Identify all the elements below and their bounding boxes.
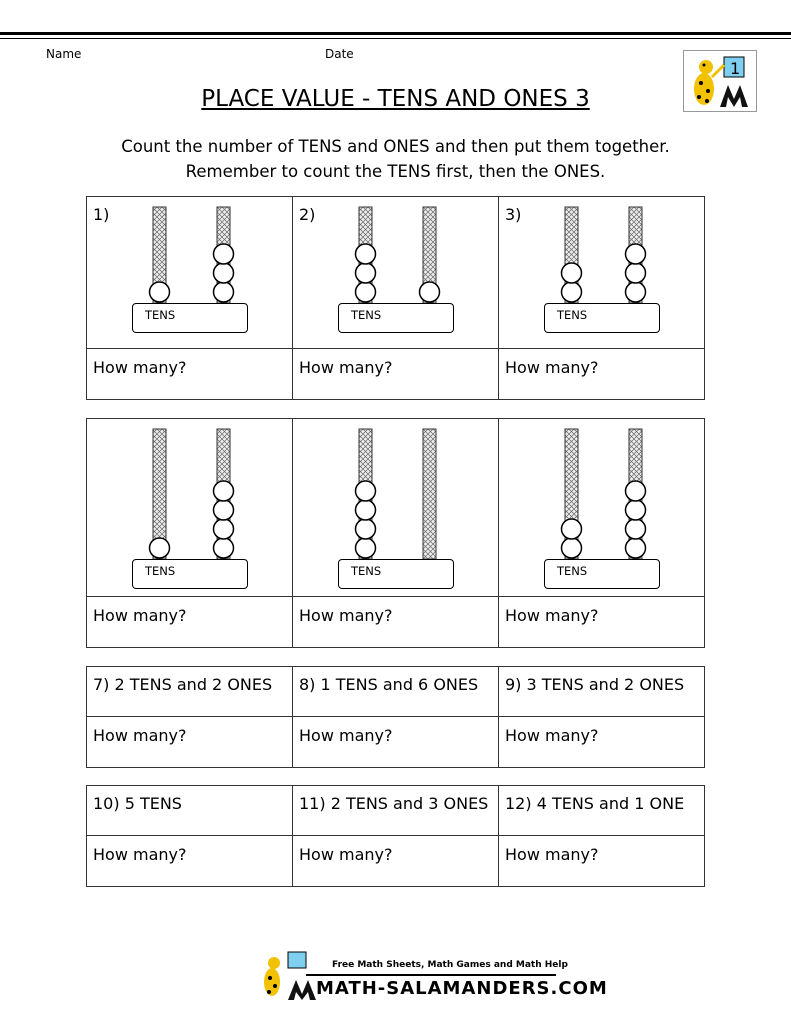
tens-label-box: [338, 303, 454, 333]
tens-bead: [356, 263, 376, 283]
problem-text: 11) 2 TENS and 3 ONES: [299, 794, 489, 813]
how-many-prompt: How many?: [505, 845, 599, 864]
how-many-prompt: How many?: [505, 606, 599, 625]
footer-tagline: Free Math Sheets, Math Games and Math Help: [332, 960, 568, 970]
answer-cell[interactable]: [499, 349, 705, 400]
ones-bead: [214, 263, 234, 283]
problem-cell: [499, 667, 705, 717]
date-label: Date: [325, 47, 354, 61]
ones-rod: [423, 429, 436, 559]
tens-bead: [150, 538, 170, 558]
problem-number: 1): [93, 205, 110, 224]
answer-cell[interactable]: [499, 836, 705, 887]
how-many-prompt: How many?: [93, 726, 187, 745]
problem-text: 8) 1 TENS and 6 ONES: [299, 675, 479, 694]
footer-salamander-icon: [258, 950, 318, 1002]
answer-cell[interactable]: [499, 597, 705, 648]
tens-bead: [356, 481, 376, 501]
tens-label: TENS: [557, 308, 588, 322]
answer-cell[interactable]: [293, 349, 499, 400]
top-rule-thin: [0, 38, 791, 39]
tens-bead: [150, 282, 170, 302]
tens-bead: [356, 244, 376, 264]
abacus-row: [87, 197, 705, 349]
top-rule-thick: [0, 32, 791, 35]
ones-bead: [214, 519, 234, 539]
tens-bead: [356, 500, 376, 520]
ones-bead: [626, 282, 646, 302]
ones-bead: [214, 500, 234, 520]
tens-label-box: [132, 559, 248, 589]
page-title: PLACE VALUE - TENS AND ONES 3: [201, 86, 590, 112]
abacus-problems-table-1: [86, 196, 705, 400]
answer-cell[interactable]: [87, 597, 293, 648]
word-problems-table-2: [86, 785, 705, 887]
tens-label: TENS: [351, 308, 382, 322]
abacus-cell: [499, 419, 705, 597]
problem-cell: [87, 786, 293, 836]
ones-bead: [214, 481, 234, 501]
footer-brand: MATH-SALAMANDERS.COM: [316, 978, 608, 999]
ones-bead: [626, 519, 646, 539]
word-problems-table-1: [86, 666, 705, 768]
tens-bead: [356, 538, 376, 558]
problem-text: 7) 2 TENS and 2 ONES: [93, 675, 273, 694]
tens-label-box: [338, 559, 454, 589]
problem-number: 3): [505, 205, 522, 224]
answer-cell[interactable]: [87, 836, 293, 887]
tens-label: TENS: [557, 564, 588, 578]
tens-bead: [356, 519, 376, 539]
problem-cell: [293, 786, 499, 836]
how-many-prompt: How many?: [299, 845, 393, 864]
ones-bead: [214, 538, 234, 558]
how-many-prompt: How many?: [93, 845, 187, 864]
abacus-cell: [499, 197, 705, 349]
footer-logo-icon: [258, 950, 318, 1002]
answer-row: [87, 597, 705, 648]
ones-bead: [214, 244, 234, 264]
tens-bead: [562, 538, 582, 558]
abacus-cell: [293, 197, 499, 349]
how-many-prompt: How many?: [299, 726, 393, 745]
abacus-problems-table-2: [86, 418, 705, 648]
answer-row: [87, 349, 705, 400]
problem-text: 12) 4 TENS and 1 ONE: [505, 794, 685, 813]
instruction-line-2: Remember to count the TENS first, then the ONES.: [185, 162, 606, 181]
problem-text: 9) 3 TENS and 2 ONES: [505, 675, 685, 694]
tens-label: TENS: [351, 564, 382, 578]
problem-number: 2): [299, 205, 316, 224]
ones-bead: [420, 282, 440, 302]
tens-label: TENS: [145, 308, 176, 322]
footer-rule: [306, 974, 556, 976]
problem-cell: [499, 786, 705, 836]
answer-cell[interactable]: [293, 597, 499, 648]
problem-row: [87, 667, 705, 717]
tens-bead: [562, 263, 582, 283]
abacus-row: [87, 419, 705, 597]
answer-cell[interactable]: [293, 836, 499, 887]
name-label: Name: [46, 47, 82, 61]
answer-row: [87, 836, 705, 887]
abacus-cell: [293, 419, 499, 597]
instruction-line-1: Count the number of TENS and ONES and then put them together.: [121, 137, 670, 156]
abacus-cell: [87, 197, 293, 349]
ones-bead: [626, 481, 646, 501]
answer-row: [87, 717, 705, 768]
abacus-cell: [87, 419, 293, 597]
how-many-prompt: How many?: [299, 358, 393, 377]
ones-bead: [626, 500, 646, 520]
tens-bead: [356, 282, 376, 302]
ones-bead: [626, 263, 646, 283]
tens-label-box: [544, 303, 660, 333]
problem-text: 10) 5 TENS: [93, 794, 182, 813]
answer-cell[interactable]: [293, 717, 499, 768]
tens-label: TENS: [145, 564, 176, 578]
tens-bead: [562, 282, 582, 302]
grade-badge: 1: [730, 59, 741, 78]
tens-label-box: [132, 303, 248, 333]
how-many-prompt: How many?: [505, 726, 599, 745]
how-many-prompt: How many?: [93, 606, 187, 625]
ones-bead: [214, 282, 234, 302]
how-many-prompt: How many?: [505, 358, 599, 377]
how-many-prompt: How many?: [93, 358, 187, 377]
answer-cell[interactable]: [87, 349, 293, 400]
tens-label-box: [544, 559, 660, 589]
answer-cell[interactable]: [499, 717, 705, 768]
problem-row: [87, 786, 705, 836]
answer-cell[interactable]: [87, 717, 293, 768]
ones-bead: [626, 538, 646, 558]
problem-cell: [293, 667, 499, 717]
problem-cell: [87, 667, 293, 717]
how-many-prompt: How many?: [299, 606, 393, 625]
tens-bead: [562, 519, 582, 539]
ones-bead: [626, 244, 646, 264]
